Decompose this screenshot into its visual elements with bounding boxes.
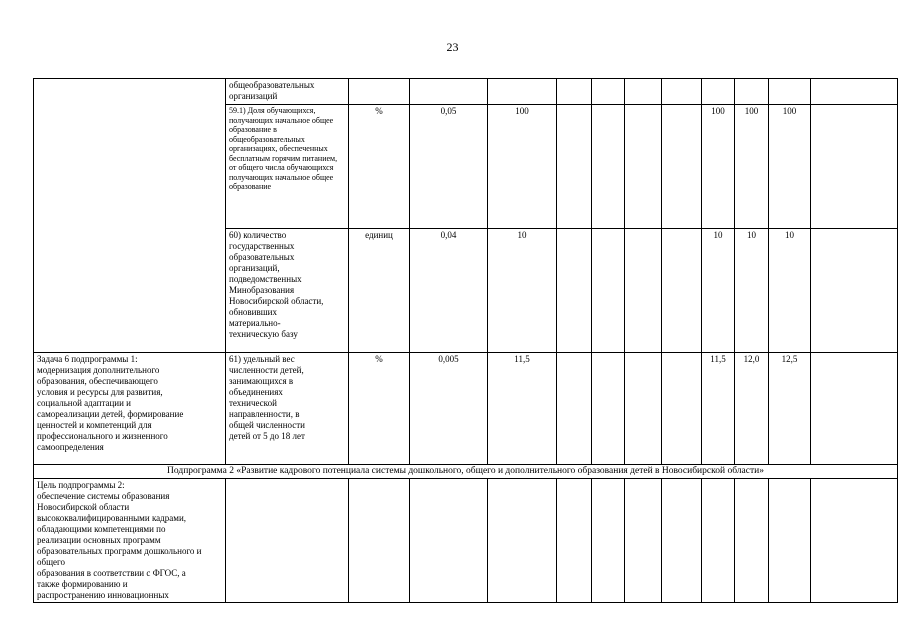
year1-value-cell: 100 — [702, 105, 735, 229]
table-row — [34, 353, 898, 465]
value-cell — [662, 479, 702, 603]
subprogram-header: Подпрограмма 2 «Развитие кадрового потенциала системы дошкольного, общего и дополнительного образования детей в Новосибирской области» — [34, 465, 898, 479]
value-cell — [592, 105, 625, 229]
indicator-cell: 59.1) Доля обучающихся, получающих начальное общее образование в общеобразовательных организациях, обеспеченных бесплатным горячим питанием, от общего числа обучающихся получающих начальное общее образование — [226, 105, 349, 229]
base-value-cell: 10 — [488, 229, 557, 353]
year2-value-cell: 100 — [735, 105, 769, 229]
value-cell — [557, 79, 592, 105]
note-cell — [811, 229, 898, 353]
indicator-cell — [226, 479, 349, 603]
weight-cell: 0,005 — [410, 353, 488, 465]
value-cell — [557, 229, 592, 353]
note-cell — [811, 105, 898, 229]
year2-value-cell: 10 — [735, 229, 769, 353]
value-cell — [769, 79, 811, 105]
note-cell — [811, 353, 898, 465]
value-cell — [557, 353, 592, 465]
value-cell — [662, 229, 702, 353]
task-cell: Задача 6 подпрограммы 1: модернизация дополнительного образования, обеспечивающего условия и ресурсы для развития, социальной адаптации и самореализации детей, формирование ценностей и компетенций для профессионального и жизненного самоопределения — [34, 353, 226, 465]
value-cell — [735, 79, 769, 105]
table-row — [34, 479, 898, 603]
unit-cell: % — [349, 105, 410, 229]
value-cell — [592, 353, 625, 465]
value-cell — [488, 79, 557, 105]
value-cell — [557, 479, 592, 603]
note-cell — [811, 79, 898, 105]
indicator-cell: общеобразовательных организаций — [226, 79, 349, 105]
base-value-cell: 100 — [488, 105, 557, 229]
year3-value-cell: 10 — [769, 229, 811, 353]
value-cell — [625, 105, 662, 229]
task-cell-empty — [34, 79, 226, 353]
value-cell — [702, 479, 735, 603]
goal-cell: Цель подпрограммы 2: обеспечение системы образования Новосибирской области высококвалифицированными кадрами, обладающими компетенциями по реализации основных программ образовательных программ дошкольного и общего образования в соответствии с ФГОС, а также формированию и распространению инновационных — [34, 479, 226, 603]
section-header-row — [34, 465, 898, 479]
year1-value-cell: 10 — [702, 229, 735, 353]
value-cell — [557, 105, 592, 229]
value-cell — [625, 479, 662, 603]
value-cell — [702, 79, 735, 105]
indicator-cell: 60) количество государственных образовательных организаций, подведомственных Минобразования Новосибирской области, обновивших материально- техническую базу — [226, 229, 349, 353]
value-cell — [625, 353, 662, 465]
year3-value-cell: 12,5 — [769, 353, 811, 465]
note-cell — [811, 479, 898, 603]
indicators-table — [33, 78, 898, 603]
year2-value-cell: 12,0 — [735, 353, 769, 465]
value-cell — [410, 79, 488, 105]
weight-cell: 0,05 — [410, 105, 488, 229]
value-cell — [735, 479, 769, 603]
base-value-cell: 11,5 — [488, 353, 557, 465]
year1-value-cell: 11,5 — [702, 353, 735, 465]
value-cell — [662, 105, 702, 229]
value-cell — [410, 479, 488, 603]
value-cell — [625, 229, 662, 353]
table-row — [34, 79, 898, 105]
value-cell — [592, 79, 625, 105]
value-cell — [662, 353, 702, 465]
unit-cell: единиц — [349, 229, 410, 353]
value-cell — [662, 79, 702, 105]
page-number: 23 — [446, 40, 459, 54]
indicator-cell: 61) удельный вес численности детей, занимающихся в объединениях технической направленности, в общей численности детей от 5 до 18 лет — [226, 353, 349, 465]
value-cell — [592, 479, 625, 603]
value-cell — [769, 479, 811, 603]
weight-cell: 0,04 — [410, 229, 488, 353]
year3-value-cell: 100 — [769, 105, 811, 229]
unit-cell — [349, 479, 410, 603]
value-cell — [488, 479, 557, 603]
unit-cell: % — [349, 353, 410, 465]
unit-cell — [349, 79, 410, 105]
value-cell — [625, 79, 662, 105]
value-cell — [592, 229, 625, 353]
